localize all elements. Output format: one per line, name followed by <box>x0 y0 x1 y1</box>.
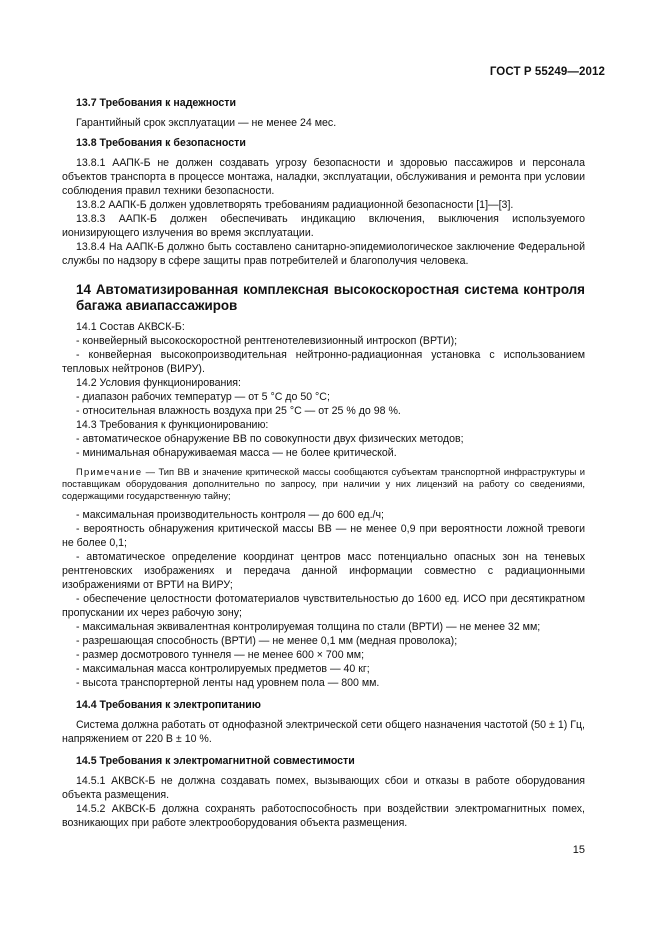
section-14-heading: 14 Автоматизированная комплексная высокоскоростная система контроля багажа авиапассажиров <box>76 282 585 313</box>
warranty-text: Гарантийный срок эксплуатации — не менее 24 мес. <box>76 117 337 129</box>
paragraph-14-5-1: 14.5.1 АКВСК-Б не должна создавать помех, вызывающих сбои и отказы в работе оборудования объекта размещения. <box>62 775 585 801</box>
list-item: - максимальная эквивалентная контролируемая толщина по стали (ВРТИ) — не менее 32 мм; <box>76 621 541 633</box>
list-item: - конвейерный высокоскоростной рентгенотелевизионный интроскоп (ВРТИ); <box>76 335 458 347</box>
list-item: - относительная влажность воздуха при 25 °С — от 25 % до 98 %. <box>76 405 401 417</box>
page-number: 15 <box>572 844 585 856</box>
list-item: - размер досмотрового туннеля — не менее 600 × 700 мм; <box>76 649 365 661</box>
list-item: - разрешающая способность (ВРТИ) — не менее 0,1 мм (медная проволока); <box>76 635 458 647</box>
standard-header: ГОСТ Р 55249—2012 <box>489 66 605 78</box>
list-item: - минимальная обнаруживаемая масса — не более критической. <box>76 447 397 459</box>
paragraph-13-8-2: 13.8.2 ААПК-Б должен удовлетворять требованиям радиационной безопасности [1]—[3]. <box>76 199 514 211</box>
section-14-5-heading: 14.5 Требования к электромагнитной совместимости <box>76 755 355 767</box>
section-13-7-heading: 13.7 Требования к надежности <box>76 97 237 109</box>
note-text: — Тип ВВ и значение критической массы сообщаются субъектам транспортной инфраструктуры и поставщикам оборудования дополнительно по запросу, при наличии у них лицензий на работу со сведениями, содержащими государственную тайну; <box>62 466 585 501</box>
section-13-8-heading: 13.8 Требования к безопасности <box>76 137 246 149</box>
item-14-1: 14.1 Состав АКВСК-Б: <box>76 321 185 333</box>
list-item: - максимальная масса контролируемых предметов — 40 кг; <box>76 663 370 675</box>
paragraph-14-5-2: 14.5.2 АКВСК-Б должна сохранять работоспособность при воздействии электромагнитных помех, возникающих при работе электрооборудования объекта размещения. <box>62 803 585 829</box>
section-14-4-heading: 14.4 Требования к электропитанию <box>76 699 261 711</box>
list-item: - вероятность обнаружения критической массы ВВ — не менее 0,9 при вероятности ложной тревоги не более 0,1; <box>62 523 585 549</box>
list-item: - диапазон рабочих температур — от 5 °С до 50 °С; <box>76 391 330 403</box>
list-item: - максимальная производительность контроля — до 600 ед./ч; <box>76 509 384 521</box>
item-14-3: 14.3 Требования к функционированию: <box>76 419 269 431</box>
paragraph-13-8-1: 13.8.1 ААПК-Б не должен создавать угрозу безопасности и здоровью пассажиров и персонала объектов транспорта в процессе монтажа, наладки, эксплуатации, обслуживания и ремонта при условии соблюдения правил техники безопасности. <box>62 157 585 197</box>
list-item: - автоматическое определение координат центров масс потенциально опасных зон на теневых рентгеновских изображениях и передача данной информации совместно с радиационными изображениями от ВРТИ на ВИРУ; <box>62 551 585 591</box>
paragraph-13-8-4: 13.8.4 На ААПК-Б должно быть составлено санитарно-эпидемиологическое заключение Федеральной службы по надзору в сфере защиты прав потребителей и благополучия человека. <box>62 241 585 267</box>
list-item: - автоматическое обнаружение ВВ по совокупности двух физических методов; <box>76 433 464 445</box>
page-content <box>62 96 585 830</box>
power-supply-text: Система должна работать от однофазной электрической сети общего назначения частотой (50 ± 1) Гц, напряжением от 220 В ± 10 %. <box>62 719 585 745</box>
paragraph-13-8-3: 13.8.3 ААПК-Б должен обеспечивать индикацию включения, выключения используемого ионизирующего излучения во время эксплуатации. <box>62 213 585 239</box>
list-item: - конвейерная высокопроизводительная нейтронно-радиационная установка с использованием тепловых нейтронов (ВИРУ). <box>62 349 585 375</box>
item-14-2: 14.2 Условия функционирования: <box>76 377 241 389</box>
note-block <box>62 466 585 502</box>
list-item: - высота транспортерной ленты над уровнем пола — 800 мм. <box>76 677 380 689</box>
list-item: - обеспечение целостности фотоматериалов чувствительностью до 1600 ед. ИСО при десятикратном пропускании их через рабочую зону; <box>62 593 585 619</box>
note-label: Примечание <box>76 466 143 477</box>
